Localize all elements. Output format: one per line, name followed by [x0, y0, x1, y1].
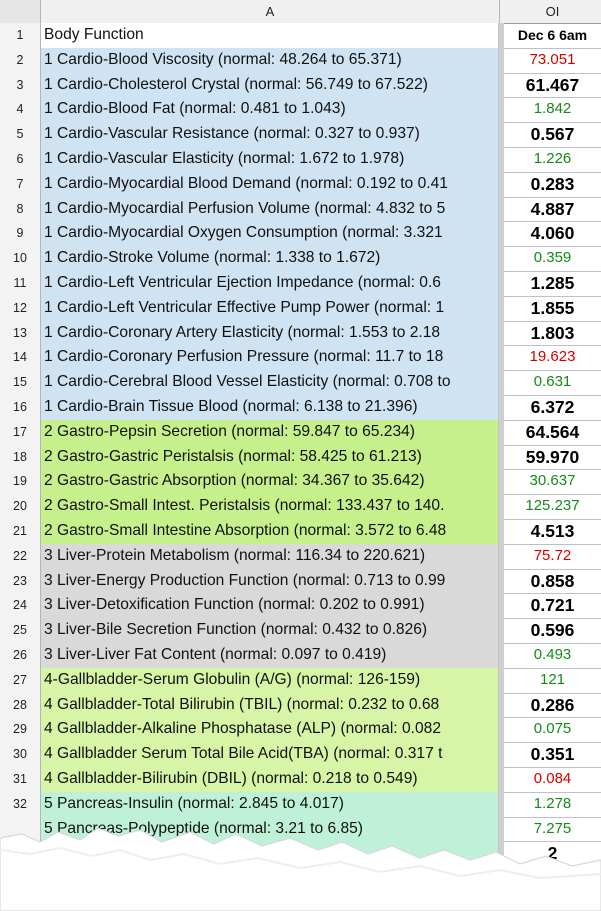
- row-number[interactable]: 21: [0, 519, 41, 544]
- value-cell[interactable]: 7.275: [533, 819, 572, 837]
- row-number[interactable]: 17: [0, 420, 41, 445]
- body-function-cell[interactable]: 2 Gastro-Pepsin Secretion (normal: 59.847 to 65.234): [41, 420, 499, 445]
- row-number[interactable]: 1: [0, 23, 41, 48]
- value-cell[interactable]: 1.278: [533, 794, 572, 812]
- row-number[interactable]: 6: [0, 147, 41, 172]
- value-cell[interactable]: 0.084: [533, 770, 572, 787]
- value-cell[interactable]: 0.075: [533, 720, 572, 738]
- row-number[interactable]: 30: [0, 742, 41, 767]
- body-function-cell[interactable]: 2 Gastro-Gastric Peristalsis (normal: 58.425 to 61.213): [41, 445, 499, 470]
- row-number[interactable]: 28: [0, 693, 41, 718]
- table-row: [0, 445, 601, 471]
- table-row: [0, 668, 601, 694]
- row-number[interactable]: 3: [0, 73, 41, 98]
- body-function-cell[interactable]: 2 Gastro-Gastric Absorption (normal: 34.367 to 35.642): [41, 469, 499, 494]
- body-function-cell[interactable]: 1 Cardio-Stroke Volume (normal: 1.338 to 1.672): [41, 246, 499, 271]
- date-header-cell[interactable]: Dec 6 6am: [517, 27, 588, 43]
- body-function-cell[interactable]: 3 Liver-Bile Secretion Function (normal: 0.432 to 0.826): [41, 618, 499, 643]
- table-row: [0, 221, 601, 247]
- table-row: [0, 97, 601, 123]
- body-function-cell[interactable]: 5 Pancreas-Polypeptide (normal: 3.21 to 6.85): [41, 817, 499, 842]
- body-function-cell[interactable]: 4 Gallbladder-Total Bilirubin (TBIL) (normal: 0.232 to 0.68: [41, 693, 499, 718]
- table-row: [0, 469, 601, 495]
- row-number[interactable]: 19: [0, 469, 41, 494]
- row-number[interactable]: 5: [0, 122, 41, 147]
- table-row: [0, 792, 601, 818]
- body-function-cell[interactable]: 4 Gallbladder-Alkaline Phosphatase (ALP) (normal: 0.082: [41, 717, 499, 742]
- header-data-row: [0, 23, 601, 49]
- table-row: [0, 544, 601, 570]
- value-cell[interactable]: 4.060: [530, 223, 575, 244]
- value-cell[interactable]: 4.513: [530, 521, 575, 541]
- select-all-corner[interactable]: [0, 0, 41, 23]
- column-header-row: [0, 0, 601, 24]
- value-cell[interactable]: 0.596: [530, 620, 575, 641]
- row-number[interactable]: 9: [0, 221, 41, 246]
- row-number[interactable]: 29: [0, 717, 41, 742]
- body-function-cell[interactable]: 4 Gallbladder-Bilirubin (DBIL) (normal: 0.218 to 0.549): [41, 767, 499, 792]
- table-row: [0, 643, 601, 669]
- value-cell[interactable]: 0.359: [533, 249, 572, 267]
- body-function-cell[interactable]: 3 Liver-Protein Metabolism (normal: 116.34 to 220.621): [41, 544, 499, 569]
- row-number[interactable]: 24: [0, 593, 41, 618]
- body-function-cell[interactable]: 1 Cardio-Coronary Artery Elasticity (normal: 1.553 to 2.18: [41, 321, 499, 346]
- table-row: [0, 742, 601, 768]
- body-function-cell[interactable]: 1 Cardio-Vascular Resistance (normal: 0.327 to 0.937): [41, 122, 499, 147]
- row-number[interactable]: 12: [0, 296, 41, 321]
- body-function-cell[interactable]: 1 Cardio-Myocardial Blood Demand (normal: 0.192 to 0.41: [41, 172, 499, 197]
- body-function-cell[interactable]: 5 Pancreas-Insulin (normal: 2.845 to 4.017): [41, 792, 499, 817]
- body-function-cell[interactable]: 2 Gastro-Small Intestine Absorption (normal: 3.572 to 6.48: [41, 519, 499, 544]
- table-row: [0, 693, 601, 719]
- table-row: [0, 147, 601, 173]
- table-row: [0, 370, 601, 396]
- body-function-cell[interactable]: 1 Cardio-Left Ventricular Ejection Impedance (normal: 0.6: [41, 271, 499, 296]
- value-cell[interactable]: 0.493: [533, 646, 572, 663]
- value-cell[interactable]: 19.623: [529, 348, 576, 366]
- value-cell[interactable]: 6.372: [530, 397, 575, 417]
- body-function-cell[interactable]: 4-Gallbladder-Serum Globulin (A/G) (normal: 126-159): [41, 668, 499, 693]
- body-function-cell[interactable]: 1 Cardio-Left Ventricular Effective Pump Power (normal: 1: [41, 296, 499, 321]
- row-number[interactable]: 32: [0, 792, 41, 817]
- body-function-cell[interactable]: 3 Liver-Liver Fat Content (normal: 0.097 to 0.419): [41, 643, 499, 668]
- body-function-cell[interactable]: 3 Liver-Energy Production Function (normal: 0.713 to 0.99: [41, 569, 499, 594]
- table-row: [0, 197, 601, 223]
- value-cell[interactable]: 4.887: [530, 198, 575, 219]
- row-number[interactable]: 7: [0, 172, 41, 197]
- table-row: [0, 321, 601, 347]
- value-cell[interactable]: 1.803: [530, 322, 575, 343]
- value-cell[interactable]: 61.467: [525, 74, 580, 95]
- body-function-header-cell[interactable]: Body Function: [41, 23, 499, 48]
- row-number[interactable]: 8: [0, 197, 41, 222]
- table-row: [0, 420, 601, 446]
- table-row: [0, 569, 601, 595]
- body-function-cell[interactable]: 4 Gallbladder Serum Total Bile Acid(TBA) (normal: 0.317 t: [41, 742, 499, 767]
- table-row: [0, 717, 601, 743]
- table-row: [0, 296, 601, 322]
- body-function-cell[interactable]: 3 Liver-Detoxification Function (normal: 0.202 to 0.991): [41, 593, 499, 618]
- value-cell[interactable]: 125.237: [525, 497, 580, 515]
- value-cell[interactable]: 73.051: [529, 50, 576, 68]
- row-number[interactable]: 4: [0, 97, 41, 122]
- table-row: [0, 494, 601, 520]
- value-cell[interactable]: 2: [547, 843, 558, 864]
- table-row: [0, 395, 601, 421]
- value-cell[interactable]: 1.842: [533, 100, 572, 118]
- row-number[interactable]: 22: [0, 544, 41, 569]
- body-function-cell[interactable]: 1 Cardio-Cerebral Blood Vessel Elasticity (normal: 0.708 to: [41, 370, 499, 395]
- body-function-cell[interactable]: 1 Cardio-Blood Fat (normal: 0.481 to 1.043): [41, 97, 499, 122]
- value-cell[interactable]: 64.564: [525, 421, 580, 442]
- value-cell[interactable]: 30.637: [529, 472, 576, 490]
- torn-paper-edge: [0, 820, 601, 911]
- column-header-oi[interactable]: OI: [545, 4, 560, 19]
- value-cell[interactable]: 0.858: [530, 570, 575, 591]
- row-number[interactable]: 20: [0, 494, 41, 519]
- body-function-cell[interactable]: 1 Cardio-Coronary Perfusion Pressure (normal: 11.7 to 18: [41, 345, 499, 370]
- body-function-cell[interactable]: 1 Cardio-Brain Tissue Blood (normal: 6.138 to 21.396): [41, 395, 499, 420]
- table-row: [0, 246, 601, 272]
- value-cell[interactable]: 0.631: [533, 373, 572, 391]
- table-row: [0, 618, 601, 644]
- row-number[interactable]: 26: [0, 643, 41, 668]
- row-number[interactable]: 15: [0, 370, 41, 395]
- table-row: [0, 345, 601, 371]
- table-row: [0, 172, 601, 198]
- body-function-cell[interactable]: 1 Cardio-Myocardial Oxygen Consumption (normal: 3.321: [41, 221, 499, 246]
- value-cell[interactable]: 1.855: [530, 297, 575, 318]
- row-number[interactable]: 11: [0, 271, 41, 296]
- row-number[interactable]: 10: [0, 246, 41, 271]
- body-function-cell[interactable]: 2 Gastro-Small Intest. Peristalsis (normal: 133.437 to 140.: [41, 494, 499, 519]
- value-cell[interactable]: 0.721: [530, 595, 575, 616]
- row-number[interactable]: 13: [0, 321, 41, 346]
- table-row: [0, 767, 601, 793]
- value-cell[interactable]: 59.970: [525, 446, 580, 467]
- value-cell[interactable]: 1.285: [530, 273, 575, 293]
- row-number[interactable]: 23: [0, 569, 41, 594]
- row-number[interactable]: 14: [0, 345, 41, 370]
- value-cell[interactable]: 75.72: [533, 546, 572, 564]
- value-cell[interactable]: 0.283: [530, 173, 575, 194]
- table-row: [0, 519, 601, 545]
- value-cell[interactable]: 0.286: [530, 694, 575, 715]
- row-number[interactable]: 16: [0, 395, 41, 420]
- value-cell[interactable]: 0.567: [530, 124, 575, 145]
- table-row: [0, 593, 601, 619]
- body-function-cell[interactable]: 1 Cardio-Blood Viscosity (normal: 48.264 to 65.371): [41, 48, 499, 73]
- row-number[interactable]: 27: [0, 668, 41, 693]
- body-function-cell[interactable]: 1 Cardio-Cholesterol Crystal (normal: 56.749 to 67.522): [41, 73, 499, 98]
- table-row: [0, 271, 601, 297]
- value-cell[interactable]: 1.226: [533, 150, 572, 167]
- row-number[interactable]: 2: [0, 48, 41, 73]
- row-number[interactable]: 18: [0, 445, 41, 470]
- table-row: [0, 48, 601, 74]
- value-cell[interactable]: 121: [539, 670, 566, 688]
- table-row: [0, 122, 601, 148]
- table-row: [0, 73, 601, 99]
- row-number[interactable]: 25: [0, 618, 41, 643]
- value-cell[interactable]: 0.351: [530, 744, 575, 765]
- body-function-cell[interactable]: 1 Cardio-Myocardial Perfusion Volume (normal: 4.832 to 5: [41, 197, 499, 222]
- body-function-cell[interactable]: 1 Cardio-Vascular Elasticity (normal: 1.672 to 1.978): [41, 147, 499, 172]
- column-header-a[interactable]: A: [41, 0, 500, 23]
- row-number[interactable]: 31: [0, 767, 41, 792]
